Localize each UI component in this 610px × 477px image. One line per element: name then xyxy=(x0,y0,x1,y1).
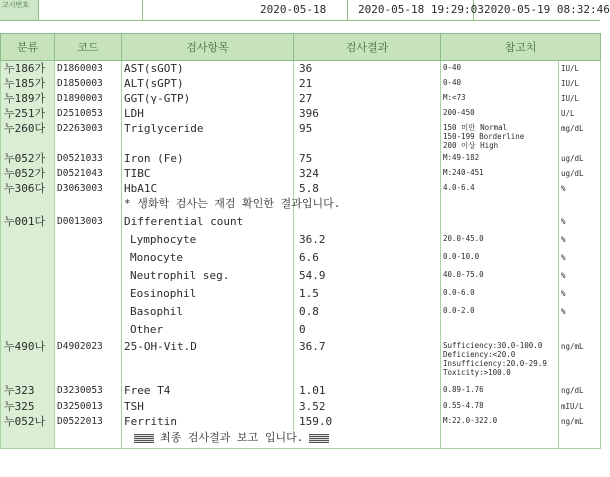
header-date-1: 2020-05-18 xyxy=(260,3,327,16)
row-result: 0 xyxy=(294,322,441,339)
reference-line: 0.0-2.0 xyxy=(443,306,475,315)
reference-line: Deficiency:<20.0 xyxy=(443,350,516,359)
row-reference xyxy=(441,268,559,286)
reference-line: 4.0-6.4 xyxy=(443,183,475,192)
row-reference xyxy=(441,76,559,91)
lab-results-table xyxy=(0,33,601,449)
col-header-result: 검사결과 xyxy=(294,34,441,61)
row-unit: % xyxy=(559,181,601,196)
row-test-item: AST(sGOT) xyxy=(122,61,294,77)
row-unit: mIU/L xyxy=(559,399,601,414)
row-unit: % xyxy=(559,214,601,232)
table-row xyxy=(1,214,601,232)
row-category: 누251가 xyxy=(1,106,55,121)
row-reference xyxy=(441,383,559,399)
table-footer-row xyxy=(1,430,601,448)
row-unit: ng/mL xyxy=(559,414,601,430)
row-reference xyxy=(441,214,559,232)
table-row xyxy=(1,286,601,304)
reference-line: M:240-451 xyxy=(443,168,484,177)
table-row xyxy=(1,106,601,121)
row-code: D0522013 xyxy=(55,414,122,430)
row-reference xyxy=(441,106,559,121)
row-reference xyxy=(441,322,559,339)
table-row xyxy=(1,399,601,414)
row-result: 36.2 xyxy=(294,232,441,250)
reference-line: 0.89-1.76 xyxy=(443,385,484,394)
reference-line: 200 이상 High xyxy=(443,141,499,150)
row-test-item: Neutrophil seg. xyxy=(122,268,294,286)
row-code: D3230053 xyxy=(55,383,122,399)
row-category: 누306다 xyxy=(1,181,55,196)
row-result: 324 xyxy=(294,166,441,181)
table-row xyxy=(1,91,601,106)
row-code: D2510053 xyxy=(55,106,122,121)
row-test-item: HbA1C xyxy=(122,181,294,196)
row-result xyxy=(294,214,441,232)
row-unit: ug/dL xyxy=(559,151,601,166)
row-unit: U/L xyxy=(559,106,601,121)
row-unit: IU/L xyxy=(559,61,601,77)
header-date-2: 2020-05-18 19:29:03 xyxy=(358,3,484,16)
row-category xyxy=(1,322,55,339)
row-test-item: TSH xyxy=(122,399,294,414)
row-code: D1860003 xyxy=(55,61,122,77)
row-category xyxy=(1,196,55,214)
row-result: 1.01 xyxy=(294,383,441,399)
reference-line: M:22.0-322.0 xyxy=(443,416,498,425)
reference-line: 0-40 xyxy=(443,78,462,87)
header-left-label: 고시번호 xyxy=(0,0,39,20)
row-category: 누052나 xyxy=(1,414,55,430)
col-header-item: 검사항목 xyxy=(122,34,294,61)
row-test-item: TIBC xyxy=(122,166,294,181)
reference-line: 0-40 xyxy=(443,63,462,72)
row-code: D0521043 xyxy=(55,166,122,181)
row-reference xyxy=(441,339,559,383)
row-category: 누186가 xyxy=(1,61,55,77)
final-report-text: 최종 검사결과 보고 입니다. xyxy=(160,431,304,444)
row-unit: % xyxy=(559,286,601,304)
table-row xyxy=(1,151,601,166)
row-reference xyxy=(441,250,559,268)
reference-line: 0.0-10.0 xyxy=(443,252,480,261)
row-test-item: Eosinophil xyxy=(122,286,294,304)
row-code: D0521033 xyxy=(55,151,122,166)
row-code xyxy=(55,286,122,304)
row-result: 5.8 xyxy=(294,181,441,196)
row-reference xyxy=(441,91,559,106)
row-test-item: Other xyxy=(122,322,294,339)
row-code xyxy=(55,232,122,250)
row-category xyxy=(1,250,55,268)
row-category: 누001다 xyxy=(1,214,55,232)
table-row xyxy=(1,166,601,181)
table-body xyxy=(1,61,601,449)
row-result: 27 xyxy=(294,91,441,106)
row-reference xyxy=(441,399,559,414)
row-code xyxy=(55,250,122,268)
reference-line: M:<73 xyxy=(443,93,466,102)
reference-line: 0.0-6.0 xyxy=(443,288,475,297)
reference-line: 40.0-75.0 xyxy=(443,270,484,279)
row-test-item: 25-OH-Vit.D xyxy=(122,339,294,383)
reference-line: 20.0-45.0 xyxy=(443,234,484,243)
row-test-item: Basophil xyxy=(122,304,294,322)
row-result: 396 xyxy=(294,106,441,121)
row-code xyxy=(55,322,122,339)
row-category: 누052가 xyxy=(1,166,55,181)
table-row xyxy=(1,268,601,286)
row-unit: IU/L xyxy=(559,91,601,106)
row-reference xyxy=(441,181,559,196)
table-row xyxy=(1,76,601,91)
table-row xyxy=(1,414,601,430)
reference-line: 150-199 Borderline xyxy=(443,132,525,141)
col-header-category: 분류 xyxy=(1,34,55,61)
report-header-bar xyxy=(0,0,610,22)
reference-line: 0.55-4.78 xyxy=(443,401,484,410)
row-category: 누189가 xyxy=(1,91,55,106)
table-header-row xyxy=(1,34,601,61)
row-test-item: Lymphocyte xyxy=(122,232,294,250)
table-row xyxy=(1,304,601,322)
row-unit: % xyxy=(559,304,601,322)
stamp-block-right xyxy=(309,434,329,443)
row-test-item: Triglyceride xyxy=(122,121,294,151)
table-row xyxy=(1,61,601,77)
table-row xyxy=(1,181,601,196)
row-code: D3063003 xyxy=(55,181,122,196)
table-row xyxy=(1,121,601,151)
row-reference xyxy=(441,232,559,250)
row-unit: ng/dL xyxy=(559,383,601,399)
row-reference xyxy=(441,286,559,304)
row-code: D1850003 xyxy=(55,76,122,91)
row-category: 누490나 xyxy=(1,339,55,383)
row-unit: % xyxy=(559,250,601,268)
row-code xyxy=(55,196,122,214)
row-test-item: * 생화학 검사는 재검 확인한 결과입니다. xyxy=(122,196,294,214)
stamp-block-left xyxy=(134,434,154,443)
row-code: D0013003 xyxy=(55,214,122,232)
row-reference xyxy=(441,121,559,151)
reference-line: M:49-182 xyxy=(443,153,480,162)
row-code xyxy=(55,268,122,286)
row-unit xyxy=(559,196,601,214)
row-category xyxy=(1,304,55,322)
row-result: 54.9 xyxy=(294,268,441,286)
row-code: D4902023 xyxy=(55,339,122,383)
lab-results-table-wrap xyxy=(0,33,600,477)
row-reference xyxy=(441,61,559,77)
row-reference xyxy=(441,414,559,430)
row-unit: IU/L xyxy=(559,76,601,91)
table-row xyxy=(1,250,601,268)
row-code: D2263003 xyxy=(55,121,122,151)
col-header-code: 코드 xyxy=(55,34,122,61)
row-result: 159.0 xyxy=(294,414,441,430)
row-test-item: LDH xyxy=(122,106,294,121)
row-result: 95 xyxy=(294,121,441,151)
row-category: 누185가 xyxy=(1,76,55,91)
row-test-item: Monocyte xyxy=(122,250,294,268)
table-row xyxy=(1,322,601,339)
table-row xyxy=(1,232,601,250)
row-unit: % xyxy=(559,232,601,250)
row-unit: ng/mL xyxy=(559,339,601,383)
header-date-3: 2020-05-19 08:32:46 xyxy=(484,3,610,16)
row-reference xyxy=(441,166,559,181)
final-report-note xyxy=(122,430,441,448)
row-code xyxy=(55,304,122,322)
row-code: D3250013 xyxy=(55,399,122,414)
row-result: 36 xyxy=(294,61,441,77)
table-row xyxy=(1,339,601,383)
reference-line: 200-450 xyxy=(443,108,475,117)
row-code: D1890003 xyxy=(55,91,122,106)
row-category: 누260다 xyxy=(1,121,55,151)
row-test-item: Ferritin xyxy=(122,414,294,430)
row-test-item: Free T4 xyxy=(122,383,294,399)
row-test-item: ALT(sGPT) xyxy=(122,76,294,91)
row-unit: ug/dL xyxy=(559,166,601,181)
row-result: 75 xyxy=(294,151,441,166)
row-reference xyxy=(441,196,559,214)
row-result: 3.52 xyxy=(294,399,441,414)
row-category xyxy=(1,286,55,304)
row-reference xyxy=(441,151,559,166)
row-reference xyxy=(441,304,559,322)
reference-line: Sufficiency:30.0-100.0 xyxy=(443,341,543,350)
reference-line: Insufficiency:20.0-29.9 xyxy=(443,359,547,368)
row-result: 21 xyxy=(294,76,441,91)
row-category xyxy=(1,268,55,286)
row-unit: % xyxy=(559,268,601,286)
row-unit: mg/dL xyxy=(559,121,601,151)
row-test-item: Differential count xyxy=(122,214,294,232)
row-test-item: Iron (Fe) xyxy=(122,151,294,166)
row-category: 누323 xyxy=(1,383,55,399)
row-result: 6.6 xyxy=(294,250,441,268)
row-category: 누052가 xyxy=(1,151,55,166)
row-unit xyxy=(559,322,601,339)
reference-line: Toxicity:>100.0 xyxy=(443,368,511,377)
row-category: 누325 xyxy=(1,399,55,414)
table-row xyxy=(1,383,601,399)
row-result: 1.5 xyxy=(294,286,441,304)
row-category xyxy=(1,232,55,250)
row-result: 0.8 xyxy=(294,304,441,322)
row-test-item: GGT(γ-GTP) xyxy=(122,91,294,106)
reference-line: 150 미만 Normal xyxy=(443,123,508,132)
row-result: 36.7 xyxy=(294,339,441,383)
col-header-reference: 참고치 xyxy=(441,34,601,61)
table-row xyxy=(1,196,601,214)
